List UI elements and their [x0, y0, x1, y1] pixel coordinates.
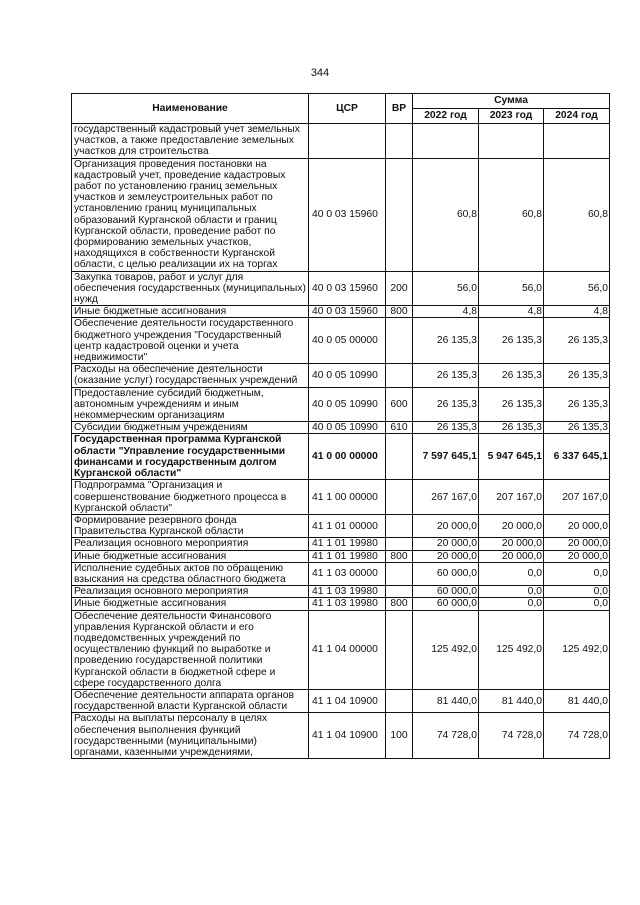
table-row [72, 364, 610, 387]
table-row [72, 689, 610, 712]
header-vr: ВР [386, 94, 413, 124]
row-value-2023: 26 135,3 [479, 364, 544, 387]
row-csr: 41 1 03 19980 [309, 586, 386, 598]
table-row [72, 271, 610, 306]
table-row [72, 550, 610, 562]
row-value-2022: 26 135,3 [413, 422, 479, 434]
table-row [72, 514, 610, 537]
row-value-2022: 56,0 [413, 271, 479, 306]
row-csr: 40 0 05 10990 [309, 364, 386, 387]
row-value-2022: 125 492,0 [413, 610, 479, 689]
table-row [72, 422, 610, 434]
row-vr [386, 586, 413, 598]
row-vr [386, 480, 413, 515]
row-value-2024 [544, 124, 610, 159]
row-value-2023: 125 492,0 [479, 610, 544, 689]
row-value-2023: 20 000,0 [479, 514, 544, 537]
row-value-2022: 26 135,3 [413, 364, 479, 387]
row-name: Исполнение судебных актов по обращению взыскания на средства областного бюджета [72, 562, 309, 585]
row-value-2022: 7 597 645,1 [413, 434, 479, 480]
row-csr: 40 0 03 15960 [309, 158, 386, 271]
row-name: Подпрограмма "Организация и совершенствование бюджетного процесса в Курганской области" [72, 480, 309, 515]
row-value-2024: 60,8 [544, 158, 610, 271]
row-value-2024: 56,0 [544, 271, 610, 306]
row-name: Расходы на обеспечение деятельности (оказание услуг) государственных учреждений [72, 364, 309, 387]
row-value-2023: 207 167,0 [479, 480, 544, 515]
row-vr [386, 562, 413, 585]
row-value-2023: 56,0 [479, 271, 544, 306]
row-name: Реализация основного мероприятия [72, 586, 309, 598]
row-csr: 41 1 04 00000 [309, 610, 386, 689]
row-csr: 40 0 05 10990 [309, 422, 386, 434]
row-value-2024: 26 135,3 [544, 318, 610, 364]
row-value-2023: 26 135,3 [479, 422, 544, 434]
row-vr [386, 158, 413, 271]
row-csr: 41 0 00 00000 [309, 434, 386, 480]
table-row [72, 387, 610, 422]
row-value-2022: 26 135,3 [413, 318, 479, 364]
row-value-2022: 60 000,0 [413, 586, 479, 598]
row-value-2023: 0,0 [479, 586, 544, 598]
row-value-2024: 125 492,0 [544, 610, 610, 689]
row-value-2022: 74 728,0 [413, 713, 479, 759]
row-value-2024: 4,8 [544, 306, 610, 318]
row-csr: 40 0 03 15960 [309, 306, 386, 318]
header-csr: ЦСР [309, 94, 386, 124]
row-value-2024: 0,0 [544, 598, 610, 610]
row-value-2024: 0,0 [544, 586, 610, 598]
table-row [72, 713, 610, 759]
row-value-2023: 20 000,0 [479, 550, 544, 562]
table-row [72, 158, 610, 271]
row-value-2023: 60,8 [479, 158, 544, 271]
row-value-2022: 26 135,3 [413, 387, 479, 422]
row-csr: 40 0 03 15960 [309, 271, 386, 306]
row-vr: 800 [386, 306, 413, 318]
row-vr: 800 [386, 550, 413, 562]
row-value-2024: 6 337 645,1 [544, 434, 610, 480]
row-value-2022: 20 000,0 [413, 538, 479, 550]
row-value-2022: 20 000,0 [413, 514, 479, 537]
row-name: Иные бюджетные ассигнования [72, 598, 309, 610]
row-vr [386, 434, 413, 480]
row-value-2022: 60 000,0 [413, 562, 479, 585]
row-value-2022: 60,8 [413, 158, 479, 271]
row-name: Обеспечение деятельности Финансового управления Курганской области и его подведомственных учреждений по осуществлению функций по выработке и проведению государственной политики Курганской области в бюджетной сфере и сфере государственного долга [72, 610, 309, 689]
row-name: Обеспечение деятельности аппарата органов государственной власти Курганской области [72, 689, 309, 712]
row-value-2022: 267 167,0 [413, 480, 479, 515]
row-value-2023: 0,0 [479, 562, 544, 585]
page-number: 344 [310, 67, 330, 79]
row-csr: 40 0 05 00000 [309, 318, 386, 364]
row-value-2022: 4,8 [413, 306, 479, 318]
header-row [72, 94, 610, 109]
table-row [72, 306, 610, 318]
header-year-2024: 2024 год [544, 109, 610, 124]
row-csr: 41 1 01 00000 [309, 514, 386, 537]
row-csr: 41 1 03 19980 [309, 598, 386, 610]
row-csr: 41 1 03 00000 [309, 562, 386, 585]
row-name: Закупка товаров, работ и услуг для обеспечения государственных (муниципальных) нужд [72, 271, 309, 306]
row-value-2023 [479, 124, 544, 159]
row-csr [309, 124, 386, 159]
row-name: государственный кадастровый учет земельных участков, а также предоставление земельных участков для строительства [72, 124, 309, 159]
row-value-2024: 74 728,0 [544, 713, 610, 759]
row-value-2023: 74 728,0 [479, 713, 544, 759]
row-name: Иные бюджетные ассигнования [72, 306, 309, 318]
row-value-2023: 26 135,3 [479, 387, 544, 422]
header-name: Наименование [72, 94, 309, 124]
row-vr: 600 [386, 387, 413, 422]
table-row [72, 124, 610, 159]
row-name: Расходы на выплаты персоналу в целях обеспечения выполнения функций государственными (муниципальными) органами, казенными учреждениями, [72, 713, 309, 759]
row-value-2023: 20 000,0 [479, 538, 544, 550]
row-value-2024: 0,0 [544, 562, 610, 585]
row-value-2022 [413, 124, 479, 159]
row-value-2024: 26 135,3 [544, 422, 610, 434]
row-value-2022: 60 000,0 [413, 598, 479, 610]
table-row [72, 562, 610, 585]
row-vr [386, 538, 413, 550]
row-vr: 200 [386, 271, 413, 306]
header-year-2023: 2023 год [479, 109, 544, 124]
table-row [72, 480, 610, 515]
row-name: Организация проведения постановки на кадастровый учет, проведение кадастровых работ по установлению границ земельных участков и землеустроительных работ по установлению границ муниципальных образований Курганской области и границ Курганской области, проведение работ по формированию земельных участков, находящихся в собственности Курганской области, с целью реализации их на торгах [72, 158, 309, 271]
row-name: Реализация основного мероприятия [72, 538, 309, 550]
table-row [72, 434, 610, 480]
row-value-2023: 26 135,3 [479, 318, 544, 364]
row-value-2023: 0,0 [479, 598, 544, 610]
row-csr: 40 0 05 10990 [309, 387, 386, 422]
row-value-2024: 26 135,3 [544, 387, 610, 422]
row-vr [386, 124, 413, 159]
row-vr [386, 318, 413, 364]
table-row [72, 586, 610, 598]
budget-table [71, 93, 610, 759]
row-vr: 610 [386, 422, 413, 434]
row-value-2023: 81 440,0 [479, 689, 544, 712]
table-header [72, 94, 610, 124]
row-value-2024: 20 000,0 [544, 550, 610, 562]
row-value-2023: 5 947 645,1 [479, 434, 544, 480]
row-value-2024: 207 167,0 [544, 480, 610, 515]
row-csr: 41 1 04 10900 [309, 689, 386, 712]
row-csr: 41 1 04 10900 [309, 713, 386, 759]
row-name: Обеспечение деятельности государственного бюджетного учреждения "Государственный центр кадастровой оценки и учета недвижимости" [72, 318, 309, 364]
row-name: Формирование резервного фонда Правительства Курганской области [72, 514, 309, 537]
row-value-2022: 81 440,0 [413, 689, 479, 712]
row-vr [386, 514, 413, 537]
row-value-2024: 26 135,3 [544, 364, 610, 387]
row-name: Иные бюджетные ассигнования [72, 550, 309, 562]
row-csr: 41 1 01 19980 [309, 550, 386, 562]
row-value-2024: 20 000,0 [544, 538, 610, 550]
header-year-2022: 2022 год [413, 109, 479, 124]
row-vr [386, 689, 413, 712]
row-vr: 800 [386, 598, 413, 610]
table-row [72, 598, 610, 610]
table-row [72, 610, 610, 689]
row-csr: 41 1 00 00000 [309, 480, 386, 515]
row-value-2023: 4,8 [479, 306, 544, 318]
table-row [72, 538, 610, 550]
row-name: Государственная программа Курганской области "Управление государственными финансами и государственным долгом Курганской области" [72, 434, 309, 480]
row-value-2022: 20 000,0 [413, 550, 479, 562]
row-value-2024: 81 440,0 [544, 689, 610, 712]
row-name: Предоставление субсидий бюджетным, автономным учреждениям и иным некоммерческим организациям [72, 387, 309, 422]
row-name: Субсидии бюджетным учреждениям [72, 422, 309, 434]
row-value-2024: 20 000,0 [544, 514, 610, 537]
table-row [72, 318, 610, 364]
row-csr: 41 1 01 19980 [309, 538, 386, 550]
table-body [72, 124, 610, 759]
header-sum: Сумма [413, 94, 610, 109]
row-vr: 100 [386, 713, 413, 759]
row-vr [386, 364, 413, 387]
row-vr [386, 610, 413, 689]
